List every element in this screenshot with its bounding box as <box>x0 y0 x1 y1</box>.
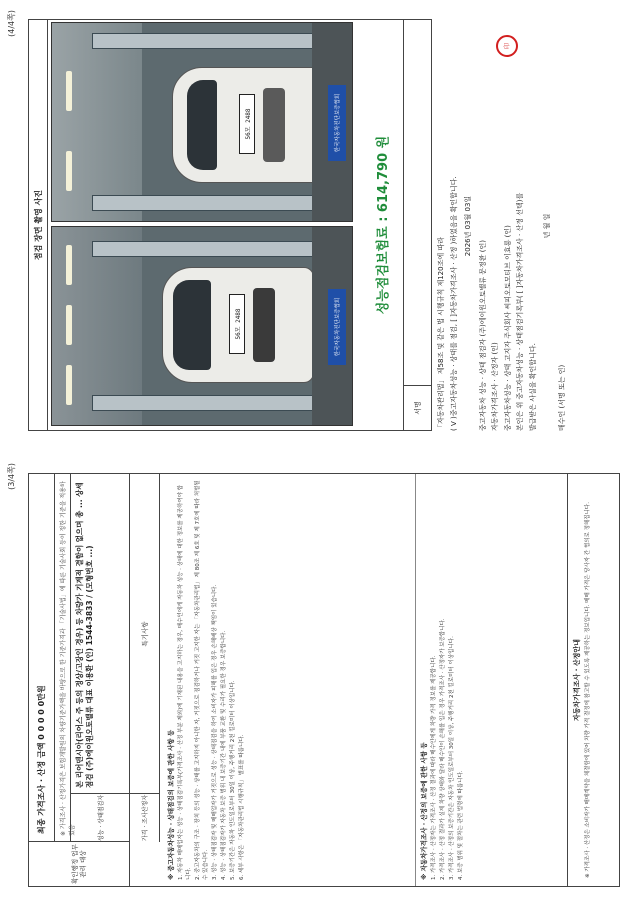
consent-line: 본인은 위 중고자동차성능 · 상태점검기록부( [ ]자동차가격조사 · 산정 선택)를 <box>516 192 524 431</box>
insurance-fee: 성능점검보험료 : 614,790 원 <box>375 135 391 315</box>
car-front <box>162 267 314 383</box>
inspection-photo <box>51 226 353 426</box>
section-item: 6. 세부 사항은 「자동차관리법 시행규칙」 별표를 따릅니다. <box>239 734 246 880</box>
seal-stamp-icon: 印 <box>496 35 518 57</box>
section-item: 4. 성능 · 상태점검자가 자동차 보증 범위 내 보증기간 내에 부품 교환 및 수리가 필요한 경우 보증합니다. <box>221 630 228 880</box>
inspection-photo <box>51 22 353 222</box>
license-plate: 56모 2488 <box>239 94 255 154</box>
amount-note: ※ 가격조사 · 산정가격은 보험개발원의 차량기준가액을 바탕으로 한 기준가격과 「기술사법」에 따른 기술사회 등이 정한 기준을 적용하였음 <box>55 474 71 842</box>
final-amount: 최종 가격조사 · 산정 금액 0 0 0 0 0만원 <box>29 474 55 842</box>
section-item: 3. 성능 · 상태점검자 및 매매업자가 거짓으로 성능 · 상태점검을 하여 소비자가 피해를 입은 경우 손해배상 책임이 있습니다. <box>212 584 219 880</box>
page-number: (3/4쪽) <box>7 463 16 490</box>
section-item: 5. 보증기간은 자동차 인도일로부터 30일 이상, 주행거리 2천 킬로미터 이상입니다. <box>230 680 237 880</box>
section-title: ※ 자동차가격조사 · 산정의 보증에 관한 사항 등 <box>420 742 428 880</box>
declaration <box>436 21 626 431</box>
page-3 <box>0 453 640 905</box>
price-survey-label: 가격 · 조사산정자 <box>129 793 160 842</box>
declaration-line: ( V )중고자동차성능 · 상태를 점검, [ ]자동차가격조사 · 산정 )하였음을 확인합니다. <box>449 176 458 431</box>
photo-section <box>28 19 432 431</box>
section-item: 1. 자동차 매매업자는 성능 · 상태점검기록부(가격조사 · 산정 부분 제외)에 기재된 내용을 고지하는 경우, 매수인에게 자동차 성능 · 상태에 대한 정보를 제공하여야 합니다. <box>178 484 193 880</box>
special-notes-label: 특기사항 <box>129 474 160 794</box>
floor-sign: 한국자동차진단보증협회 <box>328 289 346 365</box>
inspector-line: 중고자동차 성능 · 상태 점검자 (주)에이원오토밸류 문정완 (인) <box>478 239 487 431</box>
price-guide-text: ※ 가격조사 · 산정은 소비자가 매매계약을 체결함에 있어 차량 가격 결정에 참고할 수 있도록 제공하는 정보입니다. 매매 가격은 당사자 간 협의로 정해집니다. <box>585 502 591 878</box>
floor-sign: 한국자동차진단보증협회 <box>328 85 346 161</box>
buyer-line: 매수인 (서명 또는 인) <box>557 364 566 431</box>
signature-box <box>403 20 432 430</box>
notifier-line: 중고자동차성능 · 상태 고지자 주식회사 씨피오토모티브 이효룡 (인) <box>503 225 512 431</box>
page-number: (4/4쪽) <box>7 10 16 37</box>
issue-date: 2026년 03월 03일 <box>464 195 472 257</box>
grade-text: 본 리어덴시아(리어스 주 등의 정상/고장인 경우) 등 차량가 기계적 결함이 없으며 총 ... 상세점검 (주)에이원오토밸류 대표 이용환 (인) 1544-3833 / (모형번호 ...) <box>75 482 95 788</box>
section-item: 2. 중고자동차의 구조 · 장치 등의 성능 · 상태를 고지하지 아니한 자, 거짓으로 점검하거나 거짓 고지한 자는 「자동차관리법」 제 80조 제 6호 및 제 7호에 따라 처벌될 수 있습니다. <box>195 480 210 880</box>
license-plate: 56모 2488 <box>229 294 245 354</box>
declaration-line: 「자동차관리법」 제58조 및 같은 법 시행규칙 제120조에 따라 <box>437 237 445 431</box>
performance-warranty-section <box>163 474 411 886</box>
form-header <box>29 474 130 886</box>
photo-title: 점검 장면 촬영 사진 <box>29 20 48 430</box>
car-rear <box>172 67 324 183</box>
consent-line: 발급받은 사실을 확인합니다. <box>528 343 537 431</box>
form-table <box>28 473 620 887</box>
grade-label: 성능 · 상태점검자 <box>71 793 129 842</box>
buyer-date: 년 월 일 <box>543 213 551 239</box>
price-surveyor-line: 자동차가격조사 · 산정자 (인) <box>491 342 499 431</box>
section-item: 2. 가격조사 · 산정 결과가 실제 차량 상태와 달라 매수인이 손해를 입은 경우 가격조사 · 산정자가 보증합니다. <box>440 618 447 880</box>
signature-label: 서명 <box>404 385 432 430</box>
section-title: ※ 중고자동차성능 · 상태점검의 보증에 관한 사항 등 <box>167 729 175 880</box>
price-warranty-section <box>415 474 563 886</box>
side-label: 확인행정 업무관리 대상 <box>29 841 129 886</box>
section-item: 3. 가격조사 · 산정의 보증기간은 자동차 인도일로부터 30일 이상, 주행거리 2천 킬로미터 이상입니다. <box>449 636 456 880</box>
price-guide-box <box>567 474 620 886</box>
section-item: 4. 보증 범위 및 절차는 관련 법령에 따릅니다. <box>458 770 465 880</box>
price-guide-title: 자동차가격조사 · 산정안내 <box>573 639 581 721</box>
section-item: 1. 가격조사 · 산정자는 가격조사 · 산정 결과에 따라 매수인에게 차량 가격 정보를 제공합니다. <box>431 655 438 880</box>
